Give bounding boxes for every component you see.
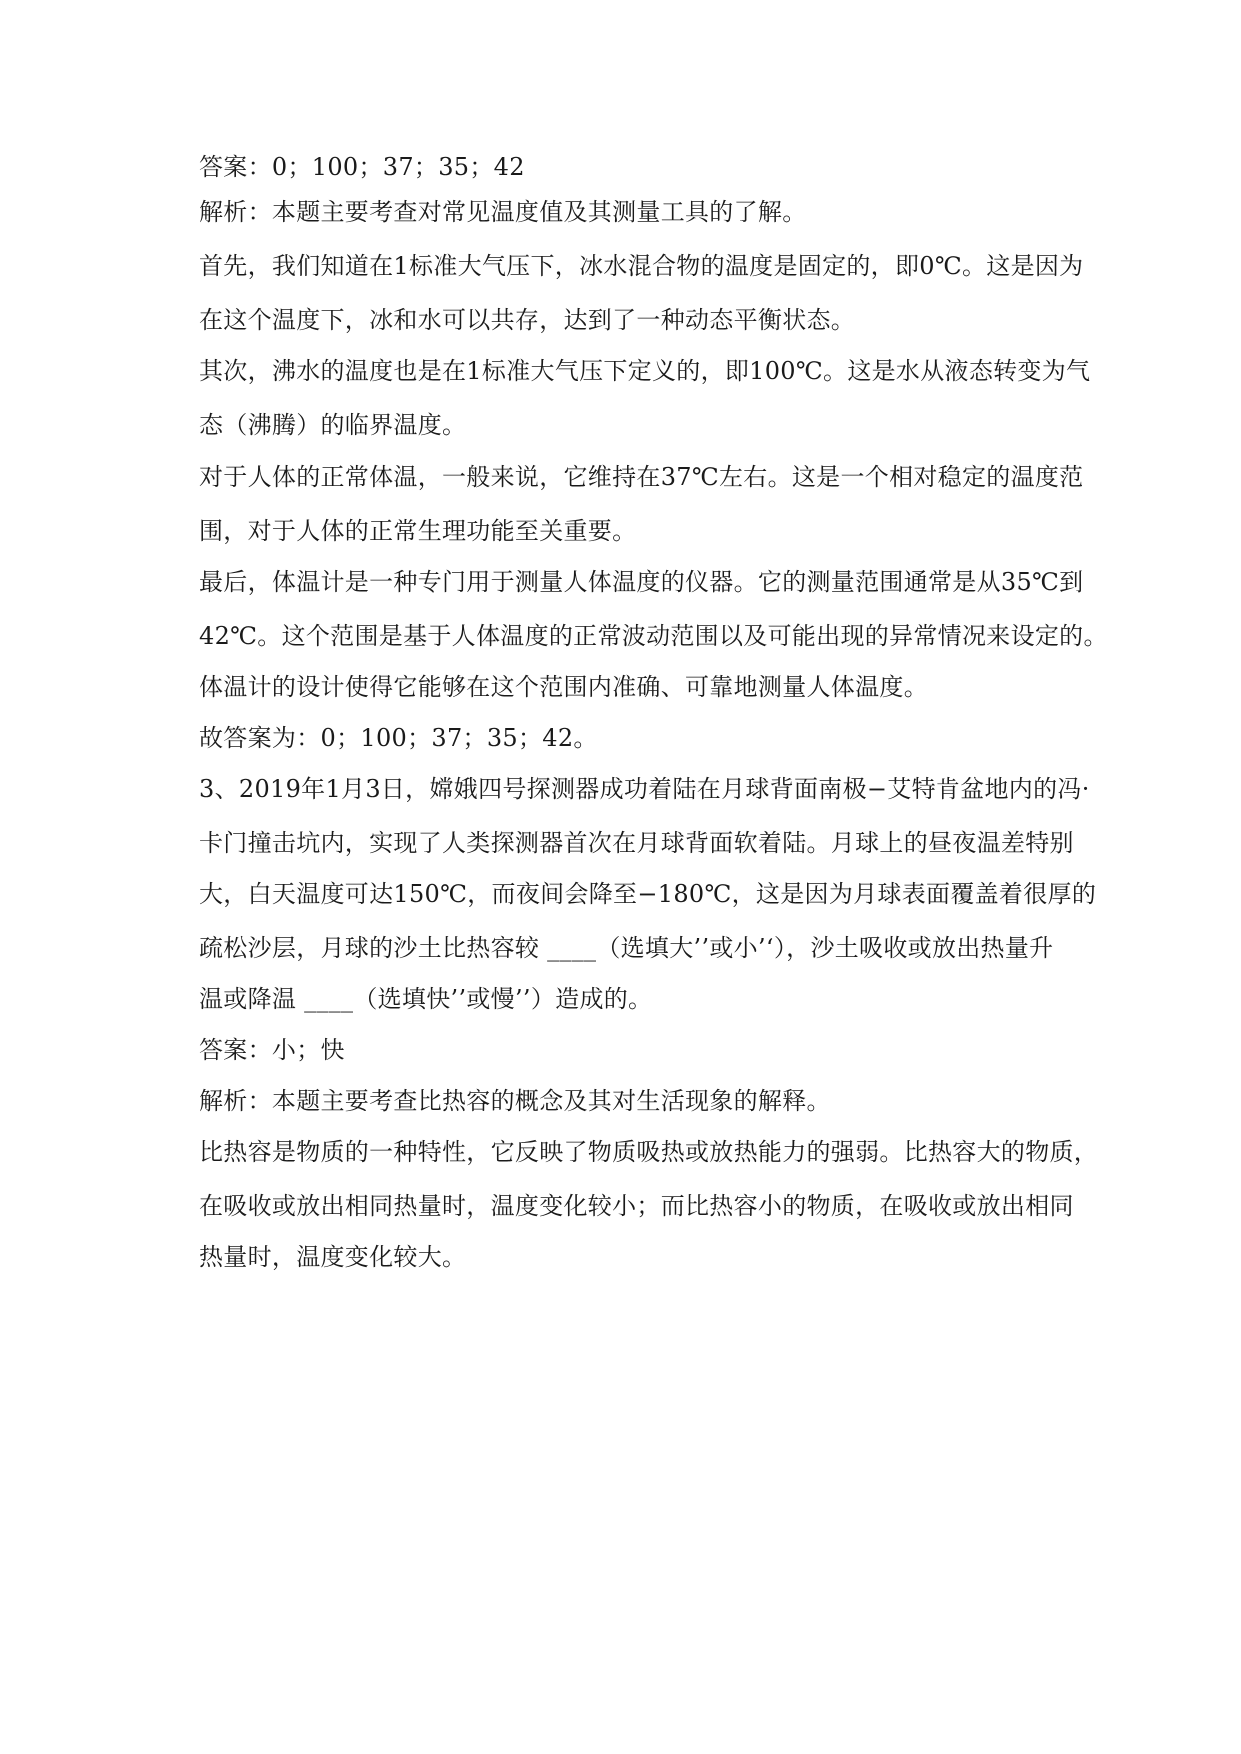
- paragraph-line: 热量时，温度变化较大。: [199, 1243, 467, 1271]
- paragraph-line: 首先，我们知道在1标准大气压下，冰水混合物的温度是固定的，即0℃。这是因为: [199, 252, 1084, 280]
- paragraph-line: 在这个温度下，冰和水可以共存，达到了一种动态平衡状态。: [199, 306, 856, 334]
- analysis-heading-line: 解析：本题主要考查比热容的概念及其对生活现象的解释。: [199, 1087, 831, 1115]
- paragraph-line: 最后，体温计是一种专门用于测量人体温度的仪器。它的测量范围通常是从35℃到: [199, 568, 1084, 596]
- analysis-heading-line: 解析：本题主要考查对常见温度值及其测量工具的了解。: [199, 198, 807, 226]
- question-3-line: 温或降温 ____（选填快’’或慢’’）造成的。: [199, 985, 653, 1013]
- question-3-line: 3、2019年1月3日，嫦娥四号探测器成功着陆在月球背面南极−艾特肯盆地内的冯·: [199, 775, 1090, 803]
- paragraph-line: 围，对于人体的正常生理功能至关重要。: [199, 517, 637, 545]
- paragraph-line: 态（沸腾）的临界温度。: [199, 411, 467, 439]
- final-answer-line: 故答案为：0；100；37；35；42。: [199, 724, 598, 752]
- paragraph-line: 体温计的设计使得它能够在这个范围内准确、可靠地测量人体温度。: [199, 673, 928, 701]
- paragraph-line: 42℃。这个范围是基于人体温度的正常波动范围以及可能出现的异常情况来设定的。: [199, 622, 1108, 650]
- answer-line: 答案：0；100；37；35；42: [199, 153, 525, 181]
- question-3-line: 疏松沙层，月球的沙土比热容较 ____（选填大’’或小’‘），沙土吸收或放出热量升: [199, 934, 1054, 962]
- question-3-line: 卡门撞击坑内，实现了人类探测器首次在月球背面软着陆。月球上的昼夜温差特别: [199, 829, 1074, 857]
- paragraph-line: 比热容是物质的一种特性，它反映了物质吸热或放热能力的强弱。比热容大的物质，: [199, 1138, 1099, 1166]
- answer-line: 答案：小；快: [199, 1036, 345, 1064]
- paragraph-line: 对于人体的正常体温，一般来说，它维持在37℃左右。这是一个相对稳定的温度范: [199, 463, 1084, 491]
- paragraph-line: 其次，沸水的温度也是在1标准大气压下定义的，即100℃。这是水从液态转变为气: [199, 357, 1091, 385]
- question-3-line: 大，白天温度可达150℃，而夜间会降至−180℃，这是因为月球表面覆盖着很厚的: [199, 880, 1097, 908]
- paragraph-line: 在吸收或放出相同热量时，温度变化较小；而比热容小的物质，在吸收或放出相同: [199, 1192, 1074, 1220]
